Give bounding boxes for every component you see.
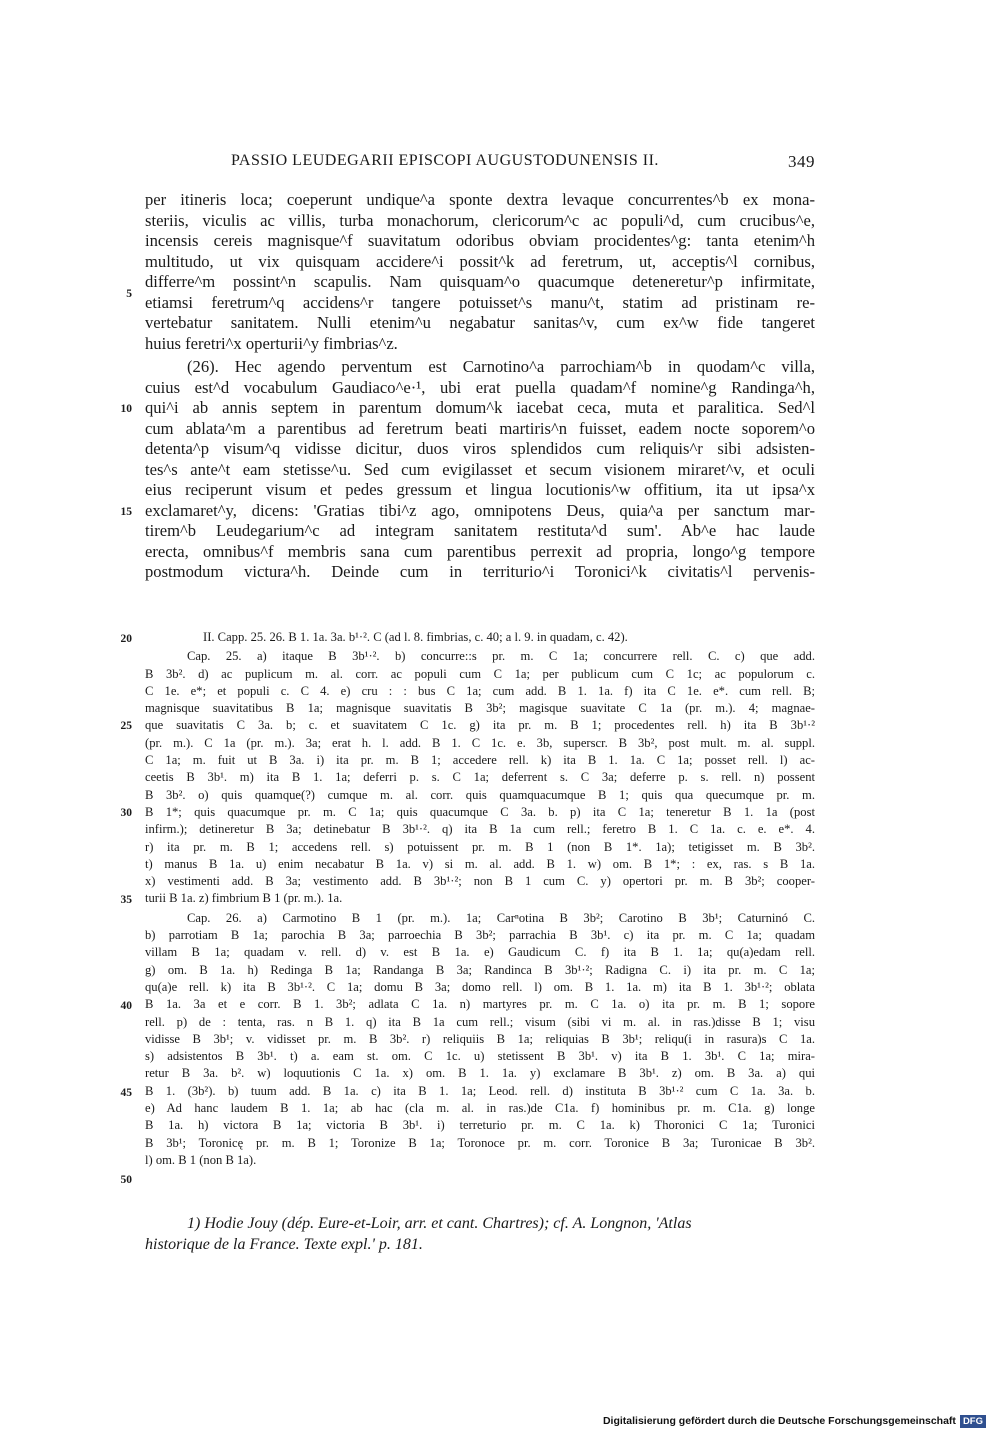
line-number: 20: [120, 633, 132, 645]
apparatus-line: B 1. (3b²). b) tuum add. B 1a. c) ita B 1. 1a; Leod. rell. d) instituta B 3b¹·² cum C 1a. 3a. b.: [145, 1083, 815, 1098]
text-line: detenta^p visum^q vidisse dicitur, duos viros splendidos cum reliquis^r sibi adsisten-: [145, 439, 815, 458]
apparatus-line: B 3b². o) quis quamque(?) cumque m. al. corr. quis quamquacumque B 1; quis qua quecumque pr. m.: [145, 787, 815, 802]
text-line: erecta, omnibus^f membris sana cum parentibus perrexit ad propria, longo^g tempore: [145, 541, 815, 561]
line-number: 50: [120, 1174, 132, 1186]
line-number: 5: [126, 288, 132, 300]
apparatus-line: B 1*; quis quacumque pr. m. C 1a; quis quacumque C 3a. b. p) ita C 1a; teneretur B 1. 1a (post: [145, 804, 815, 819]
text-line: cum ablata^m a parentibus ad feretrum beati martiris^n fuisset, eadem nocte soporem^o: [145, 418, 815, 438]
line-number: 25: [120, 720, 132, 732]
apparatus-line: retur B 3a. b². w) loquutionis C 1a. x) om. B 1. 1a. y) exclamare B 3b¹. z) om. B 3a. a) qui: [145, 1066, 815, 1081]
digitization-credit: [603, 1414, 986, 1428]
apparatus-line: rell. p) de : tenta, ras. n B 1. q) ita B 1a cum rell.; visum (sibi vi m. al. in ras.)disse B 1; visu: [145, 1014, 815, 1029]
apparatus-line: l) om. B 1 (non B 1a).: [145, 1152, 257, 1167]
apparatus-line: vidisse B 3b¹; v. vidisset pr. m. B 3b². r) reliquiis B 1a; reliquias B 3b¹; reliqu(i in rasura)s C 1a.: [145, 1031, 815, 1046]
apparatus-line: infirm.); detineretur B 3a; detinebatur B 3b¹·². q) ita B 1a cum rell.; feretro B 1. C 1a. c. e. e*. 4.: [145, 822, 815, 837]
text-line: qui^i ab annis septem in parentum domum^k iacebat ceca, muta et paralitica. Sed^l: [145, 398, 815, 417]
page-number: 349: [788, 152, 815, 171]
text-line: eius reciperunt visum et pedes gressum et lingua locutionis^w offitium, ita ut ipsa^x: [145, 480, 815, 499]
text-line: cuius est^d vocabulum Gaudiaco^e·¹, ubi erat puella quadam^f nomine^g Randinga^h,: [145, 377, 815, 397]
text-line: multitudo, ut vix quisquam accidere^i possit^k ad feretrum, ut, acceptis^l cornibus,: [145, 251, 815, 271]
apparatus-line: g) om. B 1a. h) Redinga B 1a; Randanga B 3a; Randinca B 3b¹·²; Radigna C. i) ita pr. m. C 1a;: [145, 962, 815, 977]
line-number: 15: [120, 506, 132, 518]
footnote: [145, 1213, 815, 1255]
text-line: exclamaret^y, dicens: 'Gratias tibi^z ago, omnipotens Deus, quia^a per sanctum mar-: [145, 500, 815, 520]
apparatus-line: B 3b¹; Toronicę pr. m. B 1; Toronize B 1a; Toronoce pr. m. corr. Toronice B 3a; Turonicae B 3b².: [145, 1135, 815, 1150]
text-line: etiamsi feretrum^q accidens^r tangere potuisset^s manu^t, statim ad pristinam re-: [145, 292, 815, 312]
text-line: tirem^b Leudegarium^c ad integram sanitatem restituta^d sum'. Ab^e hac laude: [145, 521, 815, 540]
text-line: huius feretri^x operturii^y fimbrias^z.: [145, 333, 398, 353]
dfg-logo: DFG: [960, 1415, 986, 1428]
apparatus-line: B 1a. 3a et e corr. B 1. 3b²; adlata C 1a. n) martyres pr. m. C 1a. o) ita pr. m. B 1; sopore: [145, 997, 815, 1012]
apparatus-line: Cap. 26. a) Carmotino B 1 (pr. m.). 1a; Carⁿotina B 3b²; Carotino B 3b¹; Caturninó C.: [187, 910, 815, 925]
line-number: 40: [120, 1000, 132, 1012]
line-number: 10: [120, 403, 132, 415]
apparatus-line: que suavitatis C 3a. b; c. et suavitatem C 1c. g) ita pr. m. B 1; procedentes rell. h) ita B 3b¹·²: [145, 718, 815, 733]
apparatus-line: turii B 1a. z) fimbrium B 1 (pr. m.). 1a.: [145, 891, 343, 906]
text-line: per itineris loca; coeperunt undique^a sponte dextra levaque concurrentes^b ex mona-: [145, 190, 815, 209]
apparatus-line: s) adsistentos B 3b¹. t) a. eam st. om. C 1c. u) stetissent B 3b¹. v) ita B 1. 3b¹. C 1a; mira-: [145, 1049, 815, 1064]
apparatus-line: B 1a. h) victora B 1a; victoria B 3b¹. i) terreturio pr. m. C 1a. k) Thoronici C 1a; Turonici: [145, 1118, 815, 1133]
footnote-line: historique de la France. Texte expl.' p. 181.: [145, 1236, 423, 1253]
footnote-line: 1) Hodie Jouy (dép. Eure-et-Loir, arr. et cant. Chartres); cf. A. Longnon, 'Atlas: [187, 1215, 692, 1232]
apparatus-line: C 1a; m. fuit ut B 3a. i) ita pr. m. B 1; accedere rell. k) ita B 1. 1a. C 1a; posset rell. l) ac-: [145, 753, 815, 768]
running-title: PASSIO LEUDEGARII EPISCOPI AUGUSTODUNENSIS II.: [231, 152, 659, 169]
apparatus-line: ceetis B 3b¹. m) ita B 1. 1a; deferri p. s. C 1a; deferrent s. C 3a; deferre p. s. rell. n) possent: [145, 770, 815, 785]
line-number: 30: [120, 807, 132, 819]
apparatus-line: Cap. 25. a) itaque B 3b¹·². b) concurre::s pr. m. C 1a; concurrere rell. C. c) que add.: [187, 649, 815, 664]
apparatus-line: C 1e. e*; et populi c. C 4. e) cru : : bus C 1a; cum add. B 1. 1a. f) ita C 1e. e*. cum rell. B;: [145, 683, 815, 698]
apparatus-line: B 3b². d) ac puplicum m. al. corr. ac populi cum C 1a; per publicum cum C 1c; ac populorum c.: [145, 666, 815, 681]
text-line: tes^s ante^t eam stetisse^u. Sed cum evigilasset et secum visionem miraret^v, et oculi: [145, 459, 815, 479]
apparatus-line: II. Capp. 25. 26. B 1. 1a. 3a. b¹·². C (ad l. 8. fimbrias, c. 40; a l. 9. in quadam, c. 42).: [203, 630, 628, 644]
apparatus-line: b) parrotiam B 1a; parochia B 3a; parroechia B 3b²; parrachia B 3b¹. c) ita pr. m. C 1a; quadam: [145, 928, 815, 943]
apparatus-line: r) ita pr. m. B 1; accedens rell. s) potuissent pr. m. B 1 (non B 1*. 1a); tetigisset m. B 3b².: [145, 839, 815, 854]
text-line: (26). Hec agendo perventum est Carnotino^a parrochiam^b in quodam^c villa,: [187, 357, 815, 376]
running-header: [145, 152, 815, 174]
text-line: incensis cereis magnisque^f suavitatum odoribus obviam procidentes^g: tanta etenim^h: [145, 231, 815, 250]
critical-apparatus: [145, 629, 815, 1169]
apparatus-line: x) vestimenti add. B 3a; vestimento add. B 3b¹·²; non B 1 cum C. y) opertori pr. m. B 3b²; cooper-: [145, 874, 815, 889]
apparatus-line: villam B 1a; quadam v. rell. d) v. est B 1a. e) Gaudicum C. f) ita B 1. 1a; qu(a)edam rell.: [145, 945, 815, 960]
apparatus-line: t) manus B 1a. u) enim necabatur B 1a. v) si m. al. add. B 1. w) om. B 1*; : ex, ras. s B 1a.: [145, 856, 815, 871]
main-text: [145, 190, 815, 583]
apparatus-line: (pr. m.). C 1a (pr. m.). 3a; erat h. l. add. B 1. C 1c. e. 3b, superscr. B 3b², post mult. m. al. suppl.: [145, 735, 815, 750]
credit-text: Digitalisierung gefördert durch die Deutsche Forschungsgemeinschaft: [602, 1415, 956, 1427]
line-number: 45: [120, 1087, 132, 1099]
line-number: 35: [120, 894, 132, 906]
text-line: vertebatur sanitatem. Nulli etenim^u negabatur sanitas^v, cum ex^w fide tangeret: [145, 313, 815, 332]
text-line: postmodum victura^h. Deinde cum in territurio^i Toronici^k civitatis^l pervenis-: [145, 562, 815, 581]
apparatus-line: e) Ad hanc laudem B 1. 1a; ab hac (cla m. al. in ras.)de C1a. f) hominibus pr. m. C1a. g) longe: [145, 1101, 815, 1116]
text-line: steriis, viculis ac villis, turba monachorum, clericorum^c ac populi^d, cum crucibus^e,: [145, 210, 815, 230]
text-line: differre^m possint^n scapulis. Nam quisquam^o quacumque detenеretur^p infirmitate,: [145, 272, 815, 291]
apparatus-line: magnisque suavitatibus B 1a; magnisque suavitatis B 3b²; magisque suavitate C 1a (pr. m.). 4; magnae-: [145, 701, 815, 716]
apparatus-line: qu(a)e rell. k) ita B 3b¹·². C 1a; domu B 3a; domo rell. l) om. B 1. 1a. m) ita B 1. 3b¹·²; oblata: [145, 979, 815, 994]
